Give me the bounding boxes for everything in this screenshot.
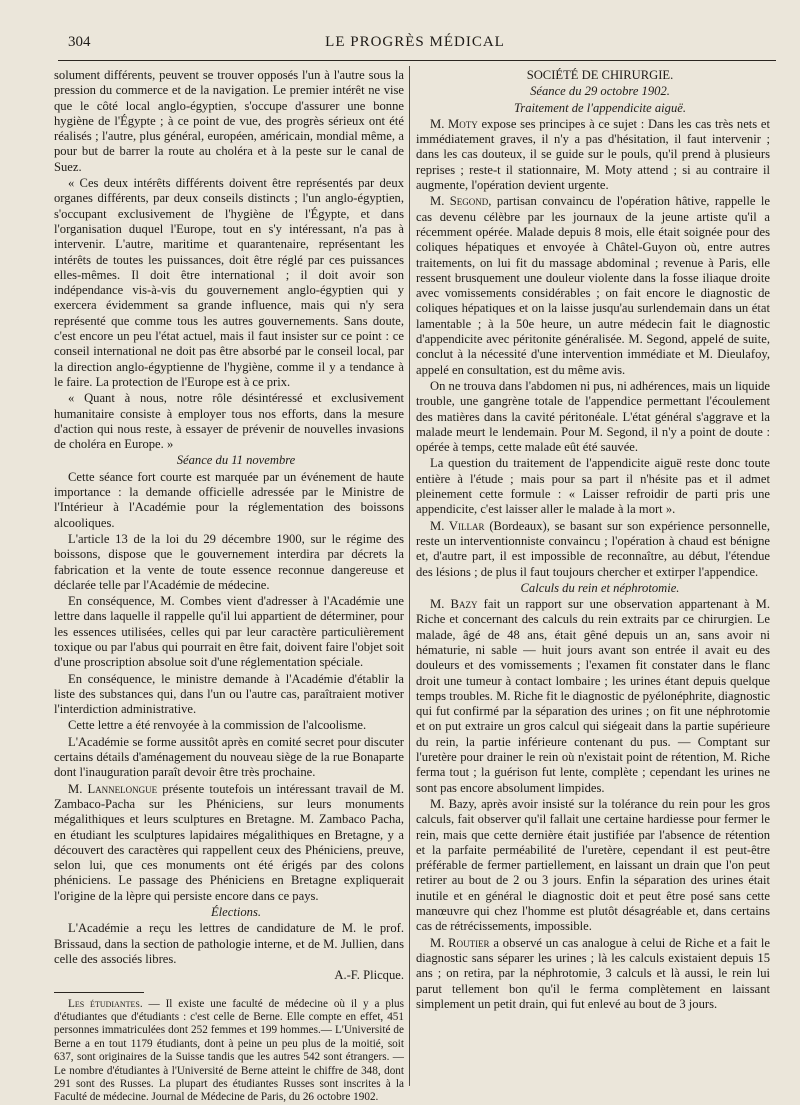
section-heading-seance: Séance du 29 octobre 1902. [530, 84, 670, 99]
paragraph [416, 519, 770, 580]
right-column [416, 68, 770, 1086]
paragraph: En conséquence, M. Combes vient d'adresser à l'Académie une lettre dans laquelle il rappelle qu'il lui appartient de déterminer, pour les essences utilisées, celles qui par leur caractère particulièrement toxique ou par l'abus qui pourrait en être fait, doivent faire l'objet soit d'une proscription absolue soit d'une réglementation spéciale. [54, 594, 404, 670]
paragraph [416, 936, 770, 1012]
speaker-name: M. Routier [430, 935, 490, 950]
header-rule [58, 60, 776, 61]
journal-title: LE PROGRÈS MÉDICAL [325, 34, 505, 50]
paragraph-text: , partisan convaincu de l'opération hâtive, rappelle le cas devenu célèbre par les journaux de la jeune artiste qu'il a récemment opérée. Malade depuis 8 mois, elle était soignée pour des coliques hépatiques et envoyée à Châtel-Guyon où, entre autres traitements, on lui fit du massage abdominal ; revenue à Paris, elle ressent brusquement une douleur violente dans la fosse iliaque droite avec vomissements considérables ; on fait encore le diagnostic de coliques hépatiques et on la laisse jusqu'au surlendemain dans un état lamentable ; à la 50e heure, un autre médecin fait le diagnostic d'appendicite avec péritonite généralisée. M. Segond, appelé de suite, conclut à la nécessité d'une intervention immédiate et M. Dieulafoy, appelé en consultation, est du même avis. [416, 194, 770, 377]
paragraph: L'Académie se forme aussitôt après en comité secret pour discuter certains détails d'aménagement du nouveau siège de la rue Bonaparte dont l'inauguration paraît devoir être très prochaine. [54, 734, 404, 780]
footnote [54, 998, 404, 1105]
paragraph [416, 117, 770, 193]
speaker-name: M. Moty [430, 116, 478, 131]
paragraph-text: expose ses principes à ce sujet : Dans les cas très nets et immédiatement graves, il n'y a pas d'hésitation, il faut intervenir ; dans les cas douteux, il se guide sur le pouls, qu'il prend à plusieurs reprises ; reste-t il stationnaire, M. Moty attend ; si au contraire il augmente, l'opération devient urgente. [416, 116, 770, 193]
paragraph-text: présente toutefois un intéressant travail de M. Zambaco-Pacha sur les Phéniciens, sur leurs monuments mégalithiques et leurs sculptures en Bretagne. M. Zambaco Pacha, en étudiant les sculptures lapidaires mégalithiques en Bretagne, y a découvert des caractères qui rappellent ceux des Phéniciens, preuve, selon lui, que ces monuments ont été érigés par des colons phéniciens. Le passage des Phéniciens en Bretagne expliquerait l'origine de la lèpre qui persiste encore dans ce pays. [54, 781, 404, 903]
paragraph: Cette lettre a été renvoyée à la commission de l'alcoolisme. [68, 718, 367, 733]
speaker-name: M. Villar [430, 518, 485, 533]
speaker-name: M. Bazy [430, 597, 478, 612]
footnote-rule [54, 992, 144, 993]
topic-heading: Traitement de l'appendicite aiguë. [514, 100, 686, 115]
paragraph: On ne trouva dans l'abdomen ni pus, ni adhérences, mais un liquide trouble, une gangrène totale de l'appendice permettant l'écoulement des matières dans la cavité péritonéale. L'état général s'aggrave et la malade meurt le lendemain. Pour M. Segond, il n'y a point de doute : opérée à temps, cette malade eût été sauvée. [416, 378, 770, 455]
signature: A.-F. Plicque. [334, 968, 404, 983]
paragraph [416, 597, 770, 796]
paragraph [416, 194, 770, 378]
footnote-heading: Les étudiantes. [68, 997, 143, 1010]
page-header [58, 34, 772, 56]
section-heading-seance: Séance du 11 novembre [176, 453, 296, 468]
paragraph [54, 782, 404, 904]
page-number: 304 [68, 34, 91, 50]
paragraph: « Quant à nous, notre rôle désintéressé et exclusivement humanitaire consiste à employer tous nos efforts, dans la mesure d'action qui nous reste, à essayer de prévenir de nouvelles invasions de choléra en Europe. » [54, 391, 404, 452]
paragraph: En conséquence, le ministre demande à l'Académie d'établir la liste des substances qui, dans l'un ou l'autre cas, paraîtraient motiver l'interdiction administrative. [54, 671, 404, 717]
paragraph: L'Académie a reçu les lettres de candidature de M. le prof. Brissaud, dans la section de pathologie interne, et de M. Jullien, dans celle des associés libres. [54, 921, 404, 966]
column-divider [409, 66, 410, 1086]
paragraph-text: fait un rapport sur une observation appartenant à M. Riche et concernant des calculs du rein extraits par ce chirurgien. Le malade, âgé de 48 ans, était gêné depuis un an, sans avoir ni hématurie, ni sable — huit jours avant son entrée il avait eu des douleurs et des vomissements ; l'examen fit constater dans le flanc droit une tumeur à contact lombaire ; les urines étant depuis quelque temps troubles. M. Riche fit le diagnostic de pyélonéphrite, diagnostic qui fut confirmé par la séparation des urines ; on fit une néphrotomie et on put extraire un gros calcul qui siégeait dans la partie supérieure du rein, la partie inférieure contenant du pus. — Comptant sur l'uretère pour drainer le rein où n'existait point de rétention, M. Riche ferma tout ; la guérison fut lente, complète ; cependant les urines ne sont pas encore absolument limpides. [416, 597, 770, 795]
paragraph: La question du traitement de l'appendicite aiguë reste donc toute entière à l'étude ; mais pour sa part il n'hésite pas et il admet pleinement cette formule : « Laisser refroidir de parti pris une appendicite, c'est laisser aller le malade à la mort ». [416, 456, 770, 517]
speaker-name: M. Lannelongue [68, 781, 158, 796]
footnote-text: — Il existe une faculté de médecine où il y a plus d'étudiantes que d'étudiants : c'est celle de Berne. Elle compte en effet, 451 personnes immatriculées dont 252 femmes et 199 hommes.— L'Université de Berne a en tout 1179 étudiants, dont à peine un peu plus de la moitié, soit 637, sont originaires de la Suisse tandis que les autres 542 sont étrangers. — Le nombre d'étudiantes à l'Université de Berne atteint le chiffre de 348, dont 291 sont des Russes. La plupart des étudiantes Russes sont inscrites à la Faculté de médecine. Journal de Médecine de Paris, du 26 octobre 1902. [54, 997, 404, 1104]
speaker-name: M. Segond [430, 194, 489, 209]
left-column [54, 68, 404, 1104]
paragraph-text: (Bordeaux), se basant sur son expérience personnelle, reste un interventionniste convaincu ; l'opération à chaud est bénigne et, d'autre part, il est impossible de reconnaître, au début, l'étendue des lésions ; de plus il faut toujours chercher et extirper l'appendice. [416, 518, 770, 579]
section-heading-elections: Élections. [210, 905, 261, 920]
topic-heading: Calculs du rein et néphrotomie. [520, 580, 680, 595]
paragraph: « Ces deux intérêts différents doivent être représentés par deux organes différents, par deux conseils distincts ; l'un anglo-égyptien, s'occupant exclusivement de l'hygiène de l'Égypte, et dans l'organisation duquel l'Europe, tout en s'y intéressant, n'a pas à intervenir. L'autre, maritime et quarantenaire, représentant les intérêts de toutes les puissances, doit être réglé par ces puissances elles-mêmes. Il doit être international ; il doit avoir son indépendance vis-à-vis du gouvernement anglo-égyptien qui y exercera évidemment sa grande influence, mais qui n'y sera représenté que comme tous les autres gouvernements. Sans doute, c'est encore un peu l'état actuel, mais il faut insister sur ce point : ce conseil international ne doit pas être absorbé par le conseil local, par la direction anglo-égyptienne de l'hygiène, comme il y a tendance à le faire. La protection de l'Europe est à ce prix. [54, 176, 404, 389]
paragraph-text: a observé un cas analogue à celui de Riche et a fait le diagnostic sans séparer les urines ; là les calculs existaient depuis 15 ans ; on retira, par la néphrotomie, 3 calculs et là aussi, le rein lui parut tellement bon qu'il le ferma complètement en laissant simplement un petit drain, qui fut enlevé au bout de 3 jours. [416, 935, 770, 1011]
society-heading: SOCIÉTÉ DE CHIRURGIE. [526, 68, 674, 82]
paragraph: L'article 13 de la loi du 29 décembre 1900, sur le régime des boissons, dispose que le gouvernement interdira par décrets la fabrication et la vente de toute essence reconnue dangereuse et déclarée telle par l'Académie de médecine. [54, 531, 404, 592]
paragraph: Cette séance fort courte est marquée par un événement de haute importance : la demande officielle adressée par le Ministre de l'Intérieur à l'Académie pour la réglementation des boissons alcooliques. [54, 469, 404, 530]
paragraph: solument différents, peuvent se trouver opposés l'un à l'autre sous la pression du commerce et de la navigation. Le premier intérêt ne vise que le côté local anglo-égyptien, s'occupe d'assurer une bonne hygiène de l'Égypte ; à ce point de vue, des progrès sérieux ont été réalisés ; l'autre, plus général, européen, américain, mondial même, a pour but de barrer la route au choléra et à la peste sur le canal de Suez. [54, 68, 404, 174]
paragraph: M. Bazy, après avoir insisté sur la tolérance du rein pour les gros calculs, fait observer qu'il fallait une certaine hardiesse pour fermer le rein, mais que cette dernière était justifiée par l'absence de rétention et la parfaite perméabilité de l'uretère, cependant il est peut-être préférable de fermer partiellement, en laissant un drain que l'on peut retirer au bout de 2 ou 3 jours. Enfin la séparation des urines était inutile et en général le diagnostic doit et peut être posé sans cette manœuvre qui chez l'homme est plutôt désagréable et, dans certains cas de rétrécissements, impossible. [416, 796, 770, 934]
